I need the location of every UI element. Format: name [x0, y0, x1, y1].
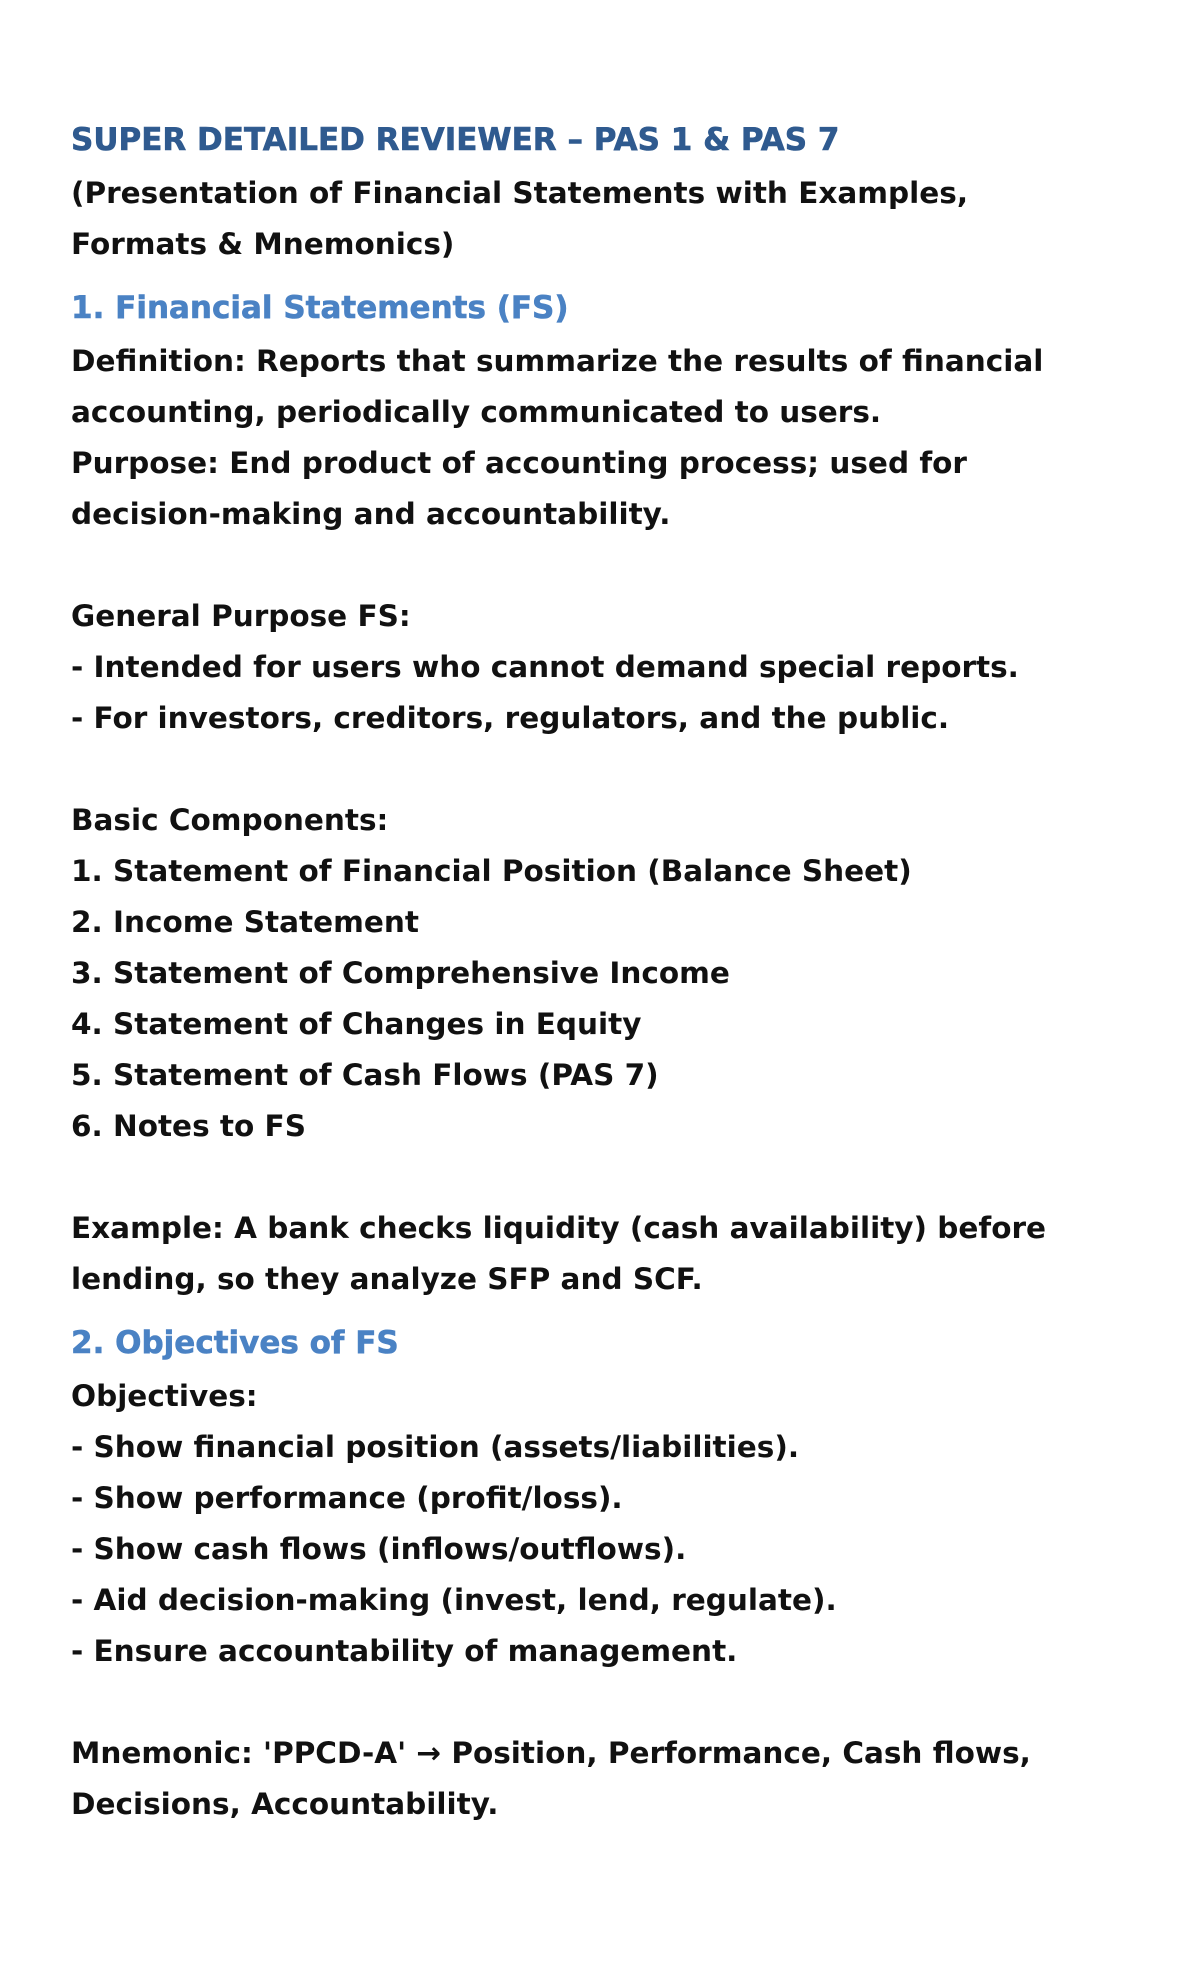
list-item: - Aid decision-making (invest, lend, regulate). — [71, 1583, 837, 1617]
document-subtitle-line-2: Formats & Mnemonics) — [71, 227, 455, 261]
list-item: 1. Statement of Financial Position (Balance Sheet) — [71, 854, 912, 888]
list-item: - For investors, creditors, regulators, and the public. — [71, 701, 950, 735]
section-2-heading: 2. Objectives of FS — [71, 1325, 399, 1361]
spacer — [71, 1677, 1131, 1728]
mnemonic-line-1: Mnemonic: 'PPCD-A' → Position, Performance, Cash flows, — [71, 1736, 1031, 1770]
list-item: - Show financial position (assets/liabilities). — [71, 1430, 800, 1464]
list-item: - Ensure accountability of management. — [71, 1634, 738, 1668]
mnemonic-line-2: Decisions, Accountability. — [71, 1787, 499, 1821]
list-item: 4. Statement of Changes in Equity — [71, 1007, 642, 1041]
general-purpose-label: General Purpose FS: — [71, 599, 411, 633]
components-label: Basic Components: — [71, 803, 389, 837]
definition-line-2: accounting, periodically communicated to users. — [71, 395, 882, 429]
spacer — [71, 1152, 1131, 1203]
list-item: 6. Notes to FS — [71, 1109, 306, 1143]
document-page — [71, 112, 1131, 1830]
list-item: 5. Statement of Cash Flows (PAS 7) — [71, 1058, 659, 1092]
list-item: - Show cash flows (inflows/outflows). — [71, 1532, 687, 1566]
definition-line-1: Definition: Reports that summarize the results of financial — [71, 344, 1044, 378]
spacer — [71, 744, 1131, 795]
list-item: 3. Statement of Comprehensive Income — [71, 956, 730, 990]
example-line-1: Example: A bank checks liquidity (cash availability) before — [71, 1211, 1047, 1245]
document-subtitle-line-1: (Presentation of Financial Statements with Examples, — [71, 176, 969, 210]
list-item: - Intended for users who cannot demand special reports. — [71, 650, 1019, 684]
purpose-line-1: Purpose: End product of accounting process; used for — [71, 446, 967, 480]
spacer — [71, 540, 1131, 591]
list-item: 2. Income Statement — [71, 905, 419, 939]
list-item: - Show performance (profit/loss). — [71, 1481, 623, 1515]
section-1-heading: 1. Financial Statements (FS) — [71, 290, 569, 326]
example-line-2: lending, so they analyze SFP and SCF. — [71, 1262, 703, 1296]
objectives-label: Objectives: — [71, 1379, 258, 1413]
purpose-line-2: decision-making and accountability. — [71, 497, 671, 531]
document-title: SUPER DETAILED REVIEWER – PAS 1 & PAS 7 — [71, 122, 840, 158]
